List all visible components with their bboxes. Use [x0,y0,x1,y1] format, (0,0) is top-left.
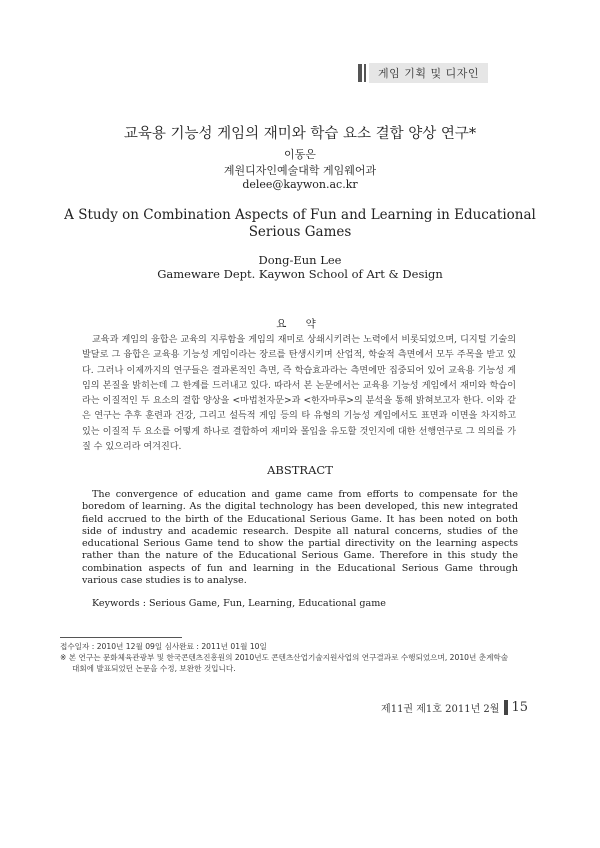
affiliation-korean: 계원디자인예술대학 게임웨어과 [223,164,377,177]
affiliation-english: Gameware Dept. Kaywon School of Art & Design [157,267,443,281]
abstract-english-body: The convergence of education and game came from efforts to compensate for the boredom of learning. As the digital technology has been developed, this new integrated field accrued to the birth of the Educational Serious Game. It has been noted on both side of industry and academic research. Despite all natural concerns, studies of the educational Serious Game tend to show the partial directivity on the learning aspects rather than the nature of the Educational Serious Game. Therefore in this study the combination aspects of fun and learning in the Educational Serious Game through various case studies is to analyse. [82,489,518,587]
section-tag-label: 게임 기획 및 디자인 [369,63,488,83]
section-tag [358,63,488,83]
abstract-korean-heading: 요 약 [276,318,324,330]
tag-bar-thick [358,64,362,82]
footnote-funding-line2: 대회에 발표되었던 논문을 수정, 보완한 것입니다. [72,664,236,673]
volume-info: 제11권 제1호 2011년 2월 [381,704,500,715]
english-title: A Study on Combination Aspects of Fun and Learning in Educational Serious Games [64,207,536,240]
footnote-dates: 접수일자 : 2010년 12월 09일 심사완료 : 2011년 01월 10일 [60,642,267,651]
tag-bar-thin [364,64,366,82]
footnotes [60,641,540,674]
page-number: 15 [511,700,528,715]
author-english: Dong-Eun Lee [258,253,342,267]
abstract-english-heading: ABSTRACT [267,463,333,477]
author-korean: 이동은 [284,148,316,161]
page-footer [381,700,528,715]
footnote-divider [60,637,182,638]
keywords: Keywords : Serious Game, Fun, Learning, Educational game [92,598,386,609]
korean-title: 교육용 기능성 게임의 재미와 학습 요소 결합 양상 연구* [123,126,477,142]
abstract-korean-body: 교육과 게임의 융합은 교육의 지루함을 게임의 재미로 상쇄시키려는 노력에서 비롯되었으며, 디지털 기술의 발달로 그 융합은 교육용 기능성 게임이라는 장르를 탄생시키며 산업적, 학술적 측면에서 모두 주목을 받고 있다. 그러나 이제까지의 연구들은 결과론적인 측면, 즉 학습효과라는 측면에만 집중되어 있어 교육용 기능성 게임의 본질을 밝히는데 그 한계를 드러내고 있다. 따라서 본 논문에서는 교육용 기능성 게임에서 재미와 학습이라는 이질적인 두 요소의 결합 양상을 <마법천자문>과 <한자마루>의 분석을 통해 밝혀보고자 한다. 이와 같은 연구는 추후 훈련과 건강, 그리고 설득적 게임 등의 타 유형의 기능성 게임에서도 표면과 이면을 차지하고 있는 이질적 두 요소를 어떻게 하나로 결합하여 재미와 몰입을 유도할 것인지에 대한 선행연구로 그 의의를 가질 수 있으리라 여겨진다. [82,335,516,453]
footnote-funding-line1: ※ 본 연구는 문화체육관광부 및 한국콘텐츠진흥원의 2010년도 콘텐츠산업기술지원사업의 연구결과로 수행되었으며, 2010년 춘계학술 [60,653,509,662]
author-email: delee@kaywon.ac.kr [242,178,358,191]
footer-bar [504,700,508,715]
